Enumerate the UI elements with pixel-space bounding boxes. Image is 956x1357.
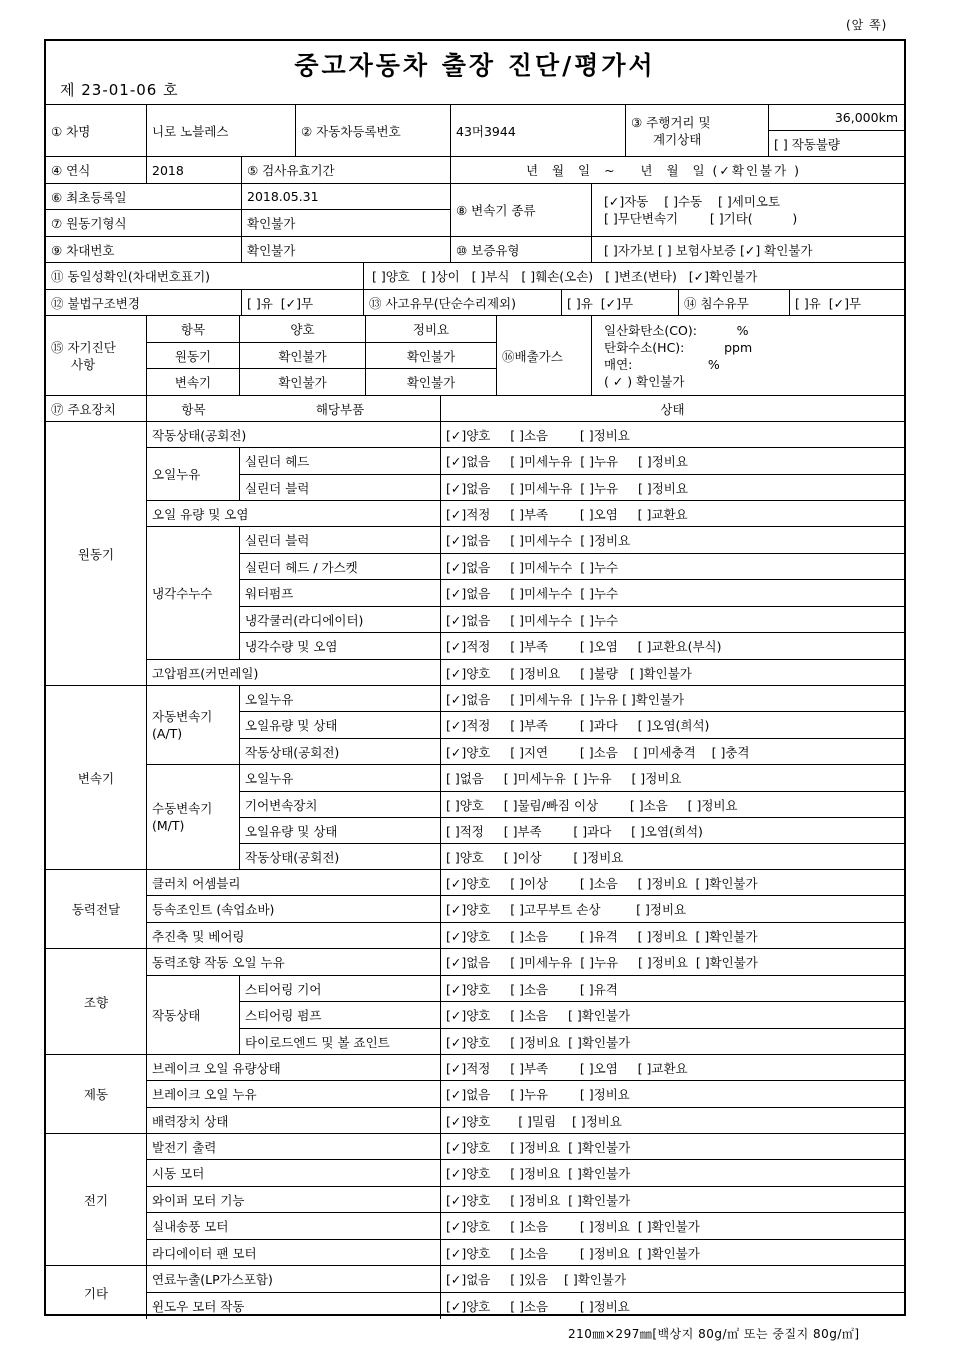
status-alternator: [✓]양호 [ ]정비요 [ ]확인불가 <box>446 1139 631 1155</box>
engine-row <box>147 660 904 685</box>
status-steering-pump: [✓]양호 [ ]소음 [ ]확인불가 <box>446 1008 631 1023</box>
section-engine <box>46 422 904 686</box>
value-flood: [ ]유 [✓]무 <box>795 295 862 311</box>
at-label-line2: (A/T) <box>152 726 183 741</box>
self-header-good: 양호 <box>240 316 366 342</box>
part-mt-oil-level: 오일유량 및 상태 <box>240 818 441 843</box>
status-coolant-level: [✓]적정 [ ]부족 [ ]오염 [ ]교환요(부식) <box>446 639 722 654</box>
self-row-transmission-good: 확인불가 <box>240 369 366 395</box>
label-emission-gas: ⑯배출가스 <box>497 316 592 395</box>
label-self-diagnosis-line1: ⑮ 자기진단 <box>51 339 116 355</box>
at-label-line1: 자동변속기 <box>152 709 213 724</box>
transmission-row <box>240 844 904 869</box>
self-header-repair: 정비요 <box>412 322 450 337</box>
status-at-oil-leak: [✓]없음 [ ]미세누유 [ ]누유 [ ]확인불가 <box>446 691 685 707</box>
row-identity-check <box>46 263 904 290</box>
self-row-transmission-repair: 확인불가 <box>406 375 456 390</box>
item-radiator-fan-motor: 라디에이터 팬 모터 <box>147 1240 441 1265</box>
page-side-label: (앞 쪽) <box>846 18 888 32</box>
label-warranty-type: ⑩ 보증유형 <box>451 237 592 262</box>
label-mileage-line1: ③ 주행거리 및 <box>631 114 711 130</box>
group-oil-leak: 오일누유 <box>147 448 240 501</box>
item-brake-oil-leak: 브레이크 오일 누유 <box>147 1081 441 1107</box>
part-steering-gear: 스티어링 기어 <box>240 976 441 1001</box>
status-fuel-leak: [✓]없음 [ ]있음 [ ]확인불가 <box>446 1272 627 1287</box>
part-head-gasket: 실린더 헤드 / 가스켓 <box>240 554 441 579</box>
item-alternator: 발전기 출력 <box>147 1134 441 1159</box>
status-drive-shaft: [✓]양호 [ ]소음 [ ]유격 [ ]정비요 [ ]확인불가 <box>446 928 758 944</box>
status-brake-oil-leak: [✓]없음 [ ]누유 [ ]정비요 <box>446 1087 630 1102</box>
value-accident: [ ]유 [✓]무 <box>562 290 679 315</box>
part-mt-gear-shift: 기어변속장치 <box>240 792 441 817</box>
value-inspection-period: 년 월 일 ~ 년 월 일 (✓확인불가 ) <box>526 163 802 178</box>
item-starter-motor: 시동 모터 <box>147 1160 441 1186</box>
status-window-motor: [✓]양호 [ ]소음 [ ]정비요 <box>446 1299 630 1314</box>
main-devices-header <box>46 396 904 422</box>
part-water-pump: 워터펌프 <box>240 580 441 606</box>
title-area <box>46 41 904 105</box>
item-power-steering-oil: 동력조향 작동 오일 누유 <box>147 949 441 975</box>
transmission-row <box>240 712 904 739</box>
label-identity-check: ⑪ 동일성확인(차대번호표기) <box>46 263 364 289</box>
part-cylinder-head: 실린더 헤드 <box>240 448 441 474</box>
label-chassis-no: ⑨ 차대번호 <box>46 237 242 262</box>
transmission-options-line1: [✓]자동 [ ]수동 [ ]세미오토 <box>604 194 781 209</box>
part-mt-oil-leak: 오일누유 <box>240 765 441 791</box>
row-vehicle <box>46 105 904 157</box>
value-car-name: 니로 노블레스 <box>147 105 296 156</box>
label-illegal-modification: ⑫ 불법구조변경 <box>46 290 242 315</box>
self-diagnosis-table <box>147 316 497 395</box>
group-manual-transmission <box>147 765 240 869</box>
group-coolant-leak: 냉각수누수 <box>147 527 240 660</box>
part-cylinder-block: 실린더 블럭 <box>240 475 441 500</box>
label-engine-type: ⑦ 원동기형식 <box>46 210 242 236</box>
value-transmission-type <box>592 184 904 236</box>
transmission-row <box>240 792 904 818</box>
header-item: 항목 <box>181 401 206 417</box>
row-self-diagnosis <box>46 316 904 396</box>
etc-row <box>147 1266 904 1293</box>
paper-spec-footer: 210㎜×297㎜[백상지 80g/㎡ 또는 중질지 80g/㎡] <box>568 1327 860 1341</box>
engine-row <box>240 633 904 660</box>
value-chassis-no: 확인불가 <box>242 237 451 262</box>
label-self-diagnosis-line2: 사항 <box>71 356 96 372</box>
status-mt-operation: [ ]양호 [ ]이상 [ ]정비요 <box>446 849 624 865</box>
form-title: 중고자동차 출장 진단/평가서 <box>294 51 656 80</box>
part-at-operation: 작동상태(공회전) <box>240 739 441 764</box>
section-steering-label: 조향 <box>46 949 147 1054</box>
mt-label-line2: (M/T) <box>152 818 185 833</box>
value-year: 2018 <box>147 157 242 183</box>
label-mileage <box>626 105 769 156</box>
electric-row <box>147 1134 904 1160</box>
engine-row <box>147 501 904 527</box>
self-row-engine-repair: 확인불가 <box>406 348 456 364</box>
part-radiator: 냉각쿨러(라디에이터) <box>240 607 441 632</box>
status-engine-operation: [✓]양호 [ ]소음 [ ]정비요 <box>446 427 630 443</box>
status-radiator-fan-motor: [✓]양호 [ ]소음 [ ]정비요 [ ]확인불가 <box>446 1245 700 1261</box>
self-diagnosis-header <box>147 316 496 343</box>
self-row-engine-good: 확인불가 <box>240 343 366 368</box>
status-steering-gear: [✓]양호 [ ]소음 [ ]유격 <box>446 981 618 997</box>
label-inspection-period: ⑤ 검사유효기간 <box>242 157 451 183</box>
section-power-transfer-label: 동력전달 <box>46 870 147 948</box>
item-brake-oil-level: 브레이크 오일 유량상태 <box>147 1055 441 1080</box>
electric-row <box>147 1187 904 1213</box>
power-row <box>147 870 904 896</box>
header-part: 해당부품 <box>240 396 441 421</box>
emission-co: 일산화탄소(CO): % <box>604 322 749 338</box>
status-water-pump: [✓]없음 [ ]미세누수 [ ]누수 <box>446 586 619 601</box>
engine-row <box>240 527 904 554</box>
row-chassis-warranty <box>46 237 904 263</box>
electric-row <box>147 1160 904 1187</box>
brake-row <box>147 1108 904 1133</box>
self-diagnosis-row <box>147 369 496 395</box>
status-mt-oil-level: [ ]적정 [ ]부족 [ ]과다 [ ]오염(희석) <box>446 823 703 839</box>
label-transmission-type: ⑧ 변속기 종류 <box>451 184 592 236</box>
section-electric <box>46 1134 904 1266</box>
item-clutch: 클러치 어셈블리 <box>147 870 441 895</box>
item-blower-motor: 실내송풍 모터 <box>147 1213 441 1239</box>
self-diagnosis-row <box>147 343 496 369</box>
engine-row <box>240 554 904 580</box>
status-cylinder-block-coolant: [✓]없음 [ ]미세누수 [ ]정비요 <box>446 533 631 548</box>
engine-row <box>240 475 904 501</box>
label-accident: ⑬ 사고유무(단순수리제외) <box>364 290 562 315</box>
part-tie-rod-ball-joint: 타이로드엔드 및 볼 죠인트 <box>240 1029 441 1054</box>
item-engine-operation: 작동상태(공회전) <box>147 422 441 447</box>
group-automatic-transmission <box>147 686 240 765</box>
status-cylinder-block-oil: [✓]없음 [ ]미세누유 [ ]누유 [ ]정비요 <box>446 480 688 496</box>
item-fuel-leak: 연료누출(LP가스포함) <box>147 1266 441 1292</box>
item-window-motor: 윈도우 모터 작동 <box>147 1293 441 1319</box>
section-brake <box>46 1055 904 1134</box>
section-transmission <box>46 686 904 870</box>
status-clutch: [✓]양호 [ ]이상 [ ]소음 [ ]정비요 [ ]확인불가 <box>446 875 758 891</box>
value-mileage: 36,000km <box>769 105 904 131</box>
row-engine-type <box>46 210 451 236</box>
status-power-steering-oil: [✓]없음 [ ]미세누유 [ ]누유 [ ]정비요 [ ]확인불가 <box>446 955 758 970</box>
power-row <box>147 896 904 923</box>
status-head-gasket: [✓]없음 [ ]미세누수 [ ]누수 <box>446 559 619 575</box>
section-steering <box>46 949 904 1055</box>
row-year <box>46 157 904 184</box>
value-registration-no: 43머3944 <box>451 105 626 156</box>
row-first-registration <box>46 184 451 210</box>
label-flood: ⑭ 침수유무 <box>679 290 790 315</box>
label-first-registration: ⑥ 최초등록일 <box>46 184 242 209</box>
emission-smoke: 매연: % <box>604 356 720 372</box>
part-steering-pump: 스티어링 펌프 <box>240 1002 441 1028</box>
label-registration-no: ② 자동차등록번호 <box>296 105 451 156</box>
transmission-row <box>240 765 904 792</box>
part-cylinder-block-coolant: 실린더 블럭 <box>240 527 441 553</box>
item-oil-level: 오일 유량 및 오염 <box>147 501 441 526</box>
etc-row <box>147 1293 904 1319</box>
steering-row <box>240 1002 904 1029</box>
section-transmission-label: 변속기 <box>46 686 147 869</box>
steering-row <box>240 1029 904 1054</box>
status-cylinder-head-oil: [✓]없음 [ ]미세누유 [ ]누유 [ ]정비요 <box>446 454 688 469</box>
engine-row <box>240 607 904 633</box>
transmission-row <box>240 818 904 844</box>
brake-row <box>147 1081 904 1108</box>
power-row <box>147 923 904 948</box>
section-etc <box>46 1266 904 1319</box>
engine-row <box>240 580 904 607</box>
emission-not-verifiable: ( ✓ ) 확인불가 <box>604 373 685 389</box>
status-mt-gear-shift: [ ]양호 [ ]물림/빠짐 이상 [ ]소음 [ ]정비요 <box>446 797 738 813</box>
section-engine-label: 원동기 <box>46 422 147 685</box>
section-brake-label: 제동 <box>46 1055 147 1133</box>
steering-row <box>147 949 904 976</box>
status-wiper-motor: [✓]양호 [ ]정비요 [ ]확인불가 <box>446 1192 631 1208</box>
value-first-registration: 2018.05.31 <box>242 184 451 209</box>
transmission-row <box>240 686 904 712</box>
status-tie-rod-ball-joint: [✓]양호 [ ]정비요 [ ]확인불가 <box>446 1034 631 1050</box>
value-identity-check: [ ]양호 [ ]상이 [ ]부식 [ ]훼손(오손) [ ]변조(변타) [✓]확인불가 <box>372 269 758 284</box>
label-year: ④ 연식 <box>46 157 147 183</box>
section-power-transfer <box>46 870 904 949</box>
value-gauge-status: [ ] 작동불량 <box>774 136 841 152</box>
status-oil-level: [✓]적정 [ ]부족 [ ]오염 [ ]교환요 <box>446 506 688 522</box>
header-status: 상태 <box>660 401 685 417</box>
status-brake-oil-level: [✓]적정 [ ]부족 [ ]오염 [ ]교환요 <box>446 1060 688 1076</box>
emission-hc: 탄화수소(HC): ppm <box>604 339 753 355</box>
status-high-pressure-pump: [✓]양호 [ ]정비요 [ ]불량 [ ]확인불가 <box>446 665 692 681</box>
label-car-name: ① 차명 <box>46 105 147 156</box>
section-etc-label: 기타 <box>46 1266 147 1319</box>
engine-row <box>147 422 904 448</box>
part-coolant-level: 냉각수량 및 오염 <box>240 633 441 659</box>
part-at-oil-leak: 오일누유 <box>240 686 441 711</box>
self-row-transmission: 변속기 <box>147 369 240 395</box>
label-main-devices: ⑰ 주요장치 <box>46 396 147 421</box>
document-number: 제 23-01-06 호 <box>60 81 179 99</box>
label-mileage-line2: 계기상태 <box>653 131 702 147</box>
value-warranty-type: [ ]자가보 [ ] 보험사보증 [✓] 확인불가 <box>604 242 813 258</box>
status-brake-booster: [✓]양호 [ ]밀림 [ ]정비요 <box>446 1113 622 1129</box>
status-mt-oil-leak: [ ]없음 [ ]미세누유 [ ]누유 [ ]정비요 <box>446 771 682 786</box>
label-self-diagnosis <box>46 316 147 395</box>
engine-row <box>240 448 904 475</box>
item-wiper-motor: 와이퍼 모터 기능 <box>147 1187 441 1212</box>
value-engine-type: 확인불가 <box>242 210 451 236</box>
mt-label-line1: 수동변속기 <box>152 801 213 816</box>
status-at-oil-level: [✓]적정 [ ]부족 [ ]과다 [ ]오염(희석) <box>446 718 710 733</box>
section-electric-label: 전기 <box>46 1134 147 1265</box>
status-blower-motor: [✓]양호 [ ]소음 [ ]정비요 [ ]확인불가 <box>446 1219 700 1234</box>
transmission-row <box>240 739 904 765</box>
brake-row <box>147 1055 904 1081</box>
row-modification-accident-flood <box>46 290 904 316</box>
value-illegal-modification: [ ]유 [✓]무 <box>242 290 364 315</box>
status-at-operation: [✓]양호 [ ]지연 [ ]소음 [ ]미세충격 [ ]충격 <box>446 744 750 760</box>
part-at-oil-level: 오일유량 및 상태 <box>240 712 441 738</box>
status-starter-motor: [✓]양호 [ ]정비요 [ ]확인불가 <box>446 1166 631 1181</box>
part-mt-operation: 작동상태(공회전) <box>240 844 441 869</box>
item-high-pressure-pump: 고압펌프(커먼레일) <box>147 660 441 685</box>
value-emission-gas <box>592 316 904 395</box>
steering-row <box>240 976 904 1002</box>
transmission-options-line2: [ ]무단변속기 [ ]기타( ) <box>604 211 798 226</box>
row-registration-engine <box>46 184 904 237</box>
electric-row <box>147 1240 904 1265</box>
group-steering-operation: 작동상태 <box>147 976 240 1054</box>
evaluation-form <box>44 39 906 1316</box>
self-row-engine: 원동기 <box>147 343 240 368</box>
status-cv-joint: [✓]양호 [ ]고무부트 손상 [ ]정비요 <box>446 902 687 917</box>
item-drive-shaft: 추진축 및 베어링 <box>147 923 441 948</box>
electric-row <box>147 1213 904 1240</box>
item-cv-joint: 등속조인트 (속업쇼바) <box>147 896 441 922</box>
self-header-item: 항목 <box>147 316 240 342</box>
item-brake-booster: 배력장치 상태 <box>147 1108 441 1133</box>
status-radiator: [✓]없음 [ ]미세누수 [ ]누수 <box>446 612 619 628</box>
